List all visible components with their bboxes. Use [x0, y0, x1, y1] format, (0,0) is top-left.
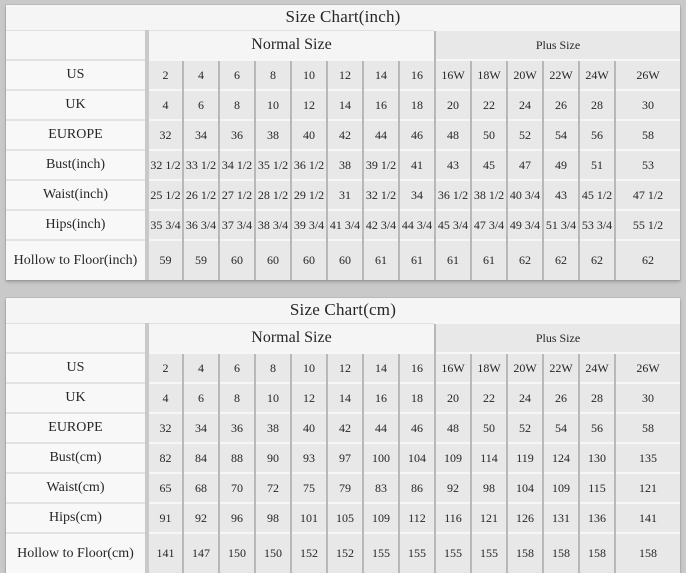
size-value-cell: 62	[579, 240, 615, 280]
size-value-cell: 52	[507, 120, 543, 150]
normal-size-header: Normal Size	[147, 323, 435, 353]
size-value-cell: 136	[579, 503, 615, 533]
size-value-cell: 42	[327, 413, 363, 443]
size-value-cell: 45 1/2	[579, 180, 615, 210]
table-body	[6, 353, 680, 573]
size-value-cell: 58	[615, 413, 680, 443]
size-value-cell: 101	[291, 503, 327, 533]
size-value-cell: 14	[327, 90, 363, 120]
size-value-cell: 60	[219, 240, 255, 280]
size-value-cell: 28	[579, 383, 615, 413]
size-value-cell: 34 1/2	[219, 150, 255, 180]
size-value-cell: 49	[543, 150, 579, 180]
size-value-cell: 40	[291, 120, 327, 150]
size-value-cell: 53 3/4	[579, 210, 615, 240]
size-value-cell: 22W	[543, 60, 579, 90]
size-value-cell: 61	[435, 240, 471, 280]
size-value-cell: 26 1/2	[183, 180, 219, 210]
size-value-cell: 49 3/4	[507, 210, 543, 240]
size-value-cell: 155	[399, 533, 435, 573]
size-value-cell: 24	[507, 383, 543, 413]
title-row	[6, 298, 680, 323]
size-value-cell: 72	[255, 473, 291, 503]
size-value-cell: 86	[399, 473, 435, 503]
size-value-cell: 26W	[615, 353, 680, 383]
row-label-cell: Waist(cm)	[6, 473, 147, 503]
table-row	[6, 240, 680, 280]
size-value-cell: 56	[579, 120, 615, 150]
row-label-cell: Waist(inch)	[6, 180, 147, 210]
size-value-cell: 38 3/4	[255, 210, 291, 240]
size-value-cell: 6	[183, 383, 219, 413]
size-value-cell: 158	[615, 533, 680, 573]
size-value-cell: 130	[579, 443, 615, 473]
size-value-cell: 59	[147, 240, 183, 280]
size-value-cell: 131	[543, 503, 579, 533]
group-header-row	[6, 323, 680, 353]
size-value-cell: 88	[219, 443, 255, 473]
size-value-cell: 8	[219, 383, 255, 413]
size-value-cell: 32 1/2	[363, 180, 399, 210]
size-value-cell: 22W	[543, 353, 579, 383]
size-value-cell: 26W	[615, 60, 680, 90]
size-value-cell: 18W	[471, 60, 507, 90]
size-value-cell: 16	[399, 353, 435, 383]
size-value-cell: 10	[291, 353, 327, 383]
size-value-cell: 38 1/2	[471, 180, 507, 210]
size-value-cell: 27 1/2	[219, 180, 255, 210]
size-value-cell: 20W	[507, 353, 543, 383]
size-value-cell: 30	[615, 90, 680, 120]
size-value-cell: 18	[399, 90, 435, 120]
size-value-cell: 61	[399, 240, 435, 280]
size-value-cell: 25 1/2	[147, 180, 183, 210]
size-value-cell: 59	[183, 240, 219, 280]
size-value-cell: 158	[543, 533, 579, 573]
title-row	[6, 5, 680, 30]
size-value-cell: 22	[471, 90, 507, 120]
size-value-cell: 60	[255, 240, 291, 280]
size-value-cell: 6	[219, 60, 255, 90]
size-value-cell: 18W	[471, 353, 507, 383]
table-row	[6, 353, 680, 383]
size-value-cell: 109	[543, 473, 579, 503]
size-value-cell: 47 1/2	[615, 180, 680, 210]
size-value-cell: 152	[327, 533, 363, 573]
size-value-cell: 34	[183, 413, 219, 443]
table-row	[6, 60, 680, 90]
size-value-cell: 38	[255, 413, 291, 443]
size-value-cell: 60	[327, 240, 363, 280]
table-row	[6, 413, 680, 443]
size-value-cell: 14	[327, 383, 363, 413]
size-value-cell: 41	[399, 150, 435, 180]
size-value-cell: 92	[435, 473, 471, 503]
size-value-cell: 50	[471, 120, 507, 150]
size-value-cell: 62	[615, 240, 680, 280]
table-row	[6, 120, 680, 150]
size-value-cell: 93	[291, 443, 327, 473]
size-value-cell: 46	[399, 413, 435, 443]
size-value-cell: 36	[219, 413, 255, 443]
size-value-cell: 152	[291, 533, 327, 573]
table-row	[6, 90, 680, 120]
size-value-cell: 92	[183, 503, 219, 533]
size-value-cell: 10	[255, 383, 291, 413]
size-value-cell: 75	[291, 473, 327, 503]
row-label-cell: US	[6, 60, 147, 90]
size-value-cell: 20W	[507, 60, 543, 90]
plus-size-header: Plus Size	[435, 30, 680, 60]
size-value-cell: 36	[219, 120, 255, 150]
size-value-cell: 29 1/2	[291, 180, 327, 210]
corner-cell	[6, 323, 147, 353]
size-value-cell: 36 1/2	[435, 180, 471, 210]
size-value-cell: 54	[543, 120, 579, 150]
row-label-cell: Hips(cm)	[6, 503, 147, 533]
size-value-cell: 84	[183, 443, 219, 473]
size-value-cell: 31	[327, 180, 363, 210]
size-value-cell: 61	[471, 240, 507, 280]
size-value-cell: 98	[255, 503, 291, 533]
group-header-row	[6, 30, 680, 60]
size-value-cell: 35 3/4	[147, 210, 183, 240]
size-value-cell: 104	[399, 443, 435, 473]
size-value-cell: 4	[183, 353, 219, 383]
size-value-cell: 70	[219, 473, 255, 503]
size-value-cell: 91	[147, 503, 183, 533]
size-value-cell: 52	[507, 413, 543, 443]
size-chart-inch-table	[6, 5, 680, 280]
size-value-cell: 62	[507, 240, 543, 280]
size-value-cell: 114	[471, 443, 507, 473]
size-value-cell: 158	[507, 533, 543, 573]
size-value-cell: 124	[543, 443, 579, 473]
row-label-cell: Hips(inch)	[6, 210, 147, 240]
size-value-cell: 51 3/4	[543, 210, 579, 240]
size-value-cell: 47 3/4	[471, 210, 507, 240]
table-row	[6, 473, 680, 503]
size-value-cell: 155	[471, 533, 507, 573]
row-label-cell: UK	[6, 383, 147, 413]
size-value-cell: 60	[291, 240, 327, 280]
size-value-cell: 115	[579, 473, 615, 503]
size-value-cell: 105	[327, 503, 363, 533]
size-value-cell: 40 3/4	[507, 180, 543, 210]
table-row	[6, 150, 680, 180]
table-row	[6, 503, 680, 533]
size-value-cell: 24W	[579, 60, 615, 90]
size-value-cell: 10	[291, 60, 327, 90]
size-value-cell: 54	[543, 413, 579, 443]
size-value-cell: 28 1/2	[255, 180, 291, 210]
plus-size-header: Plus Size	[435, 323, 680, 353]
size-value-cell: 46	[399, 120, 435, 150]
size-value-cell: 16	[363, 90, 399, 120]
size-value-cell: 12	[327, 353, 363, 383]
size-value-cell: 4	[147, 90, 183, 120]
size-value-cell: 37 3/4	[219, 210, 255, 240]
size-value-cell: 2	[147, 353, 183, 383]
size-value-cell: 126	[507, 503, 543, 533]
size-value-cell: 135	[615, 443, 680, 473]
size-value-cell: 100	[363, 443, 399, 473]
size-value-cell: 97	[327, 443, 363, 473]
size-value-cell: 35 1/2	[255, 150, 291, 180]
size-value-cell: 51	[579, 150, 615, 180]
size-value-cell: 45 3/4	[435, 210, 471, 240]
size-value-cell: 41 3/4	[327, 210, 363, 240]
size-value-cell: 24	[507, 90, 543, 120]
size-value-cell: 83	[363, 473, 399, 503]
size-value-cell: 16	[399, 60, 435, 90]
size-value-cell: 12	[327, 60, 363, 90]
row-label-cell: EUROPE	[6, 120, 147, 150]
size-value-cell: 38	[255, 120, 291, 150]
size-value-cell: 96	[219, 503, 255, 533]
size-value-cell: 12	[291, 90, 327, 120]
size-value-cell: 109	[363, 503, 399, 533]
normal-size-header: Normal Size	[147, 30, 435, 60]
size-value-cell: 26	[543, 383, 579, 413]
size-value-cell: 141	[615, 503, 680, 533]
size-value-cell: 16	[363, 383, 399, 413]
row-label-cell: Bust(inch)	[6, 150, 147, 180]
size-value-cell: 43	[435, 150, 471, 180]
size-value-cell: 104	[507, 473, 543, 503]
size-value-cell: 6	[183, 90, 219, 120]
size-value-cell: 58	[615, 120, 680, 150]
size-value-cell: 43	[543, 180, 579, 210]
size-value-cell: 8	[219, 90, 255, 120]
size-value-cell: 65	[147, 473, 183, 503]
table-row	[6, 210, 680, 240]
size-value-cell: 32	[147, 120, 183, 150]
size-value-cell: 112	[399, 503, 435, 533]
size-value-cell: 6	[219, 353, 255, 383]
size-value-cell: 141	[147, 533, 183, 573]
size-value-cell: 62	[543, 240, 579, 280]
size-value-cell: 30	[615, 383, 680, 413]
row-label-cell: EUROPE	[6, 413, 147, 443]
size-value-cell: 36 1/2	[291, 150, 327, 180]
size-value-cell: 34	[399, 180, 435, 210]
size-value-cell: 39 1/2	[363, 150, 399, 180]
size-value-cell: 147	[183, 533, 219, 573]
size-value-cell: 150	[255, 533, 291, 573]
size-value-cell: 33 1/2	[183, 150, 219, 180]
table-row	[6, 180, 680, 210]
size-value-cell: 10	[255, 90, 291, 120]
size-value-cell: 155	[363, 533, 399, 573]
size-value-cell: 47	[507, 150, 543, 180]
size-value-cell: 116	[435, 503, 471, 533]
size-value-cell: 121	[615, 473, 680, 503]
row-label-cell: Hollow to Floor(cm)	[6, 533, 147, 573]
size-value-cell: 119	[507, 443, 543, 473]
size-value-cell: 40	[291, 413, 327, 443]
size-value-cell: 98	[471, 473, 507, 503]
table-body	[6, 60, 680, 280]
size-value-cell: 82	[147, 443, 183, 473]
size-value-cell: 42	[327, 120, 363, 150]
size-value-cell: 39 3/4	[291, 210, 327, 240]
size-value-cell: 24W	[579, 353, 615, 383]
size-value-cell: 8	[255, 353, 291, 383]
row-label-cell: Hollow to Floor(inch)	[6, 240, 147, 280]
size-value-cell: 32	[147, 413, 183, 443]
size-value-cell: 28	[579, 90, 615, 120]
table-row	[6, 383, 680, 413]
size-value-cell: 121	[471, 503, 507, 533]
size-value-cell: 44	[363, 120, 399, 150]
size-value-cell: 68	[183, 473, 219, 503]
corner-cell	[6, 30, 147, 60]
size-value-cell: 155	[435, 533, 471, 573]
size-value-cell: 20	[435, 90, 471, 120]
table-row	[6, 533, 680, 573]
size-value-cell: 12	[291, 383, 327, 413]
size-value-cell: 55 1/2	[615, 210, 680, 240]
size-value-cell: 14	[363, 353, 399, 383]
size-value-cell: 26	[543, 90, 579, 120]
size-value-cell: 8	[255, 60, 291, 90]
size-value-cell: 158	[579, 533, 615, 573]
size-value-cell: 61	[363, 240, 399, 280]
table-title: Size Chart(cm)	[6, 298, 680, 323]
row-label-cell: Bust(cm)	[6, 443, 147, 473]
size-value-cell: 16W	[435, 60, 471, 90]
table-row	[6, 443, 680, 473]
table-title: Size Chart(inch)	[6, 5, 680, 30]
size-value-cell: 109	[435, 443, 471, 473]
size-value-cell: 20	[435, 383, 471, 413]
size-value-cell: 32 1/2	[147, 150, 183, 180]
size-value-cell: 4	[147, 383, 183, 413]
size-value-cell: 16W	[435, 353, 471, 383]
row-label-cell: US	[6, 353, 147, 383]
size-value-cell: 34	[183, 120, 219, 150]
size-value-cell: 4	[183, 60, 219, 90]
row-label-cell: UK	[6, 90, 147, 120]
size-value-cell: 50	[471, 413, 507, 443]
size-value-cell: 14	[363, 60, 399, 90]
size-value-cell: 44	[363, 413, 399, 443]
size-value-cell: 2	[147, 60, 183, 90]
size-value-cell: 79	[327, 473, 363, 503]
size-value-cell: 42 3/4	[363, 210, 399, 240]
size-value-cell: 150	[219, 533, 255, 573]
size-value-cell: 53	[615, 150, 680, 180]
size-value-cell: 48	[435, 413, 471, 443]
size-value-cell: 56	[579, 413, 615, 443]
size-value-cell: 44 3/4	[399, 210, 435, 240]
size-value-cell: 90	[255, 443, 291, 473]
size-chart-cm-table	[6, 298, 680, 573]
size-value-cell: 18	[399, 383, 435, 413]
size-value-cell: 38	[327, 150, 363, 180]
size-value-cell: 22	[471, 383, 507, 413]
size-value-cell: 36 3/4	[183, 210, 219, 240]
size-value-cell: 45	[471, 150, 507, 180]
size-value-cell: 48	[435, 120, 471, 150]
